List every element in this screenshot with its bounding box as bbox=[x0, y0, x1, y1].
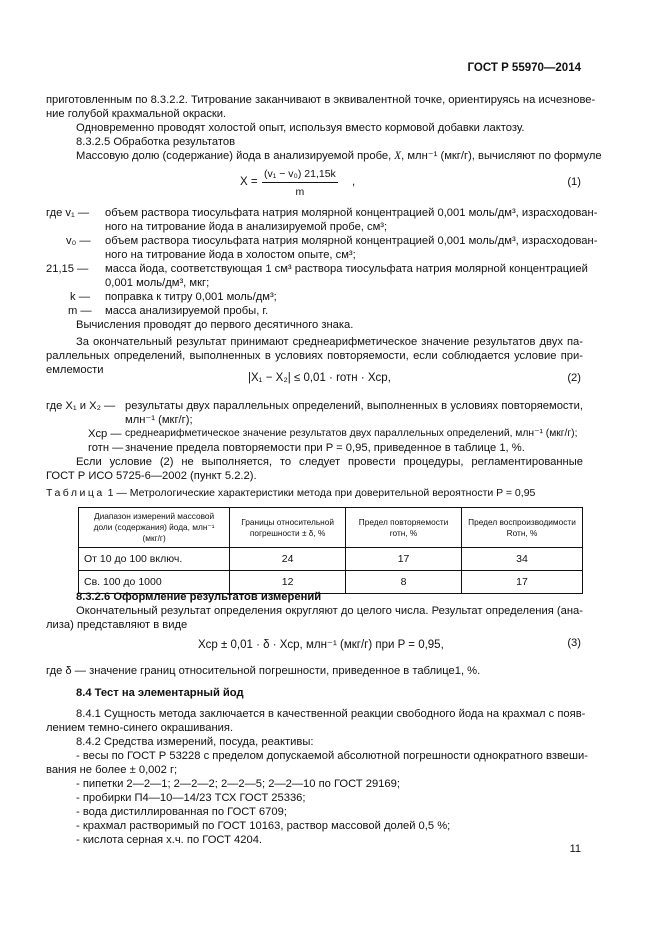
paragraph-line: Вычисления проводят до первого десятичного знака. bbox=[76, 319, 354, 331]
legend-symbol: m — bbox=[68, 305, 92, 317]
formula-fraction bbox=[262, 168, 338, 198]
paragraph-line: раллельных определений, выполненных в условиях повторяемости, если соблюдается условие при- bbox=[46, 350, 583, 362]
legend-symbol: где X₁ и X₂ — bbox=[46, 400, 116, 412]
legend-text: объем раствора тиосульфата натрия молярной концентрацией 0,001 моль/дм³, израсходован- bbox=[105, 235, 598, 247]
paragraph-line: Окончательный результат определения округляют до целого числа. Результат определения (ана- bbox=[76, 605, 583, 617]
formula-number: (1) bbox=[567, 176, 581, 188]
formula-2: |X₁ − X₂| ≤ 0,01 · rотн · Xср, bbox=[248, 372, 391, 384]
list-item: - крахмал растворимый по ГОСТ 10163, раствор массовой долей 0,5 %; bbox=[76, 820, 451, 832]
table-cell: 17 bbox=[462, 571, 583, 594]
list-item: - пипетки 2—2—1; 2—2—2; 2—2—5; 2—2—10 по ГОСТ 29169; bbox=[76, 778, 400, 790]
legend-symbol: v₀ — bbox=[66, 235, 91, 247]
table-header-cell: Предел воспроизводимости Rотн, % bbox=[462, 508, 583, 548]
paragraph-line: Массовую долю (содержание) йода в анализируемой пробе, X, млн⁻¹ (мкг/г), вычисляют по формуле bbox=[76, 150, 602, 162]
paragraph-line: ние голубой крахмальной окраски. bbox=[46, 108, 227, 120]
section-heading: 8.4 Тест на элементарный йод bbox=[76, 687, 244, 699]
list-item: вания не более ± 0,002 г; bbox=[46, 764, 178, 776]
page-number: 11 bbox=[569, 843, 581, 855]
formula-numerator: (v₁ − v₀) 21,15k bbox=[262, 168, 338, 183]
legend-text: ного на титрование йода в холостом опыте, см³; bbox=[105, 249, 356, 261]
paragraph-line: Если условие (2) не выполняется, то следует провести процедуры, регламентированные bbox=[76, 456, 583, 468]
section-heading: 8.3.2.6 Оформление результатов измерений bbox=[76, 591, 322, 603]
legend-text: значение предела повторяемости при P = 0,95, приведенное в таблице 1, %. bbox=[125, 442, 525, 454]
formula-number: (3) bbox=[567, 637, 581, 649]
legend-text: масса йода, соответствующая 1 см³ раствора тиосульфата натрия молярной концентрацией bbox=[105, 263, 588, 275]
table-caption: Таблица 1 — Метрологические характеристики метода при доверительной вероятности P = 0,95 bbox=[46, 487, 536, 499]
legend-text: результаты двух параллельных определений, выполненных в условиях повторяемости, bbox=[125, 400, 583, 412]
formula-denominator: m bbox=[295, 186, 305, 198]
table-cell: 24 bbox=[230, 548, 346, 571]
legend-symbol: k — bbox=[70, 291, 90, 303]
standard-code: ГОСТ Р 55970—2014 bbox=[467, 62, 581, 74]
legend-text: объем раствора тиосульфата натрия молярной концентрацией 0,001 моль/дм³, израсходован- bbox=[105, 207, 598, 219]
table-cell: Св. 100 до 1000 bbox=[79, 571, 230, 594]
formula-tail: , bbox=[352, 176, 356, 188]
list-item: - кислота серная х.ч. по ГОСТ 4204. bbox=[76, 834, 263, 846]
legend-text: где δ — значение границ относительной погрешности, приведенное в таблице1, %. bbox=[46, 665, 481, 677]
table-cell: 17 bbox=[346, 548, 462, 571]
list-item: - пробирки П4—10—14/23 ТСХ ГОСТ 25336; bbox=[76, 792, 306, 804]
paragraph-line: лиза) представляют в виде bbox=[46, 619, 188, 631]
table-header-cell: Предел повторяемости rотн, % bbox=[346, 508, 462, 548]
table-cell: От 10 до 100 включ. bbox=[79, 548, 230, 571]
paragraph-line: Одновременно проводят холостой опыт, используя вместо кормовой добавки лактозу. bbox=[76, 122, 525, 134]
formula-3: Xср ± 0,01 · δ · Xср, млн⁻¹ (мкг/г) при P = 0,95, bbox=[198, 639, 444, 651]
paragraph-line: За окончательный результат принимают среднеарифметическое значение результатов двух па- bbox=[76, 336, 583, 348]
table-header-cell: Диапазон измерений массовой доли (содержания) йода, млн⁻¹ (мкг/г) bbox=[79, 508, 230, 548]
subsection-heading: 8.3.2.5 Обработка результатов bbox=[76, 136, 236, 148]
table-row bbox=[79, 548, 583, 571]
paragraph-line: 8.4.2 Средства измерений, посуда, реактивы: bbox=[76, 736, 314, 748]
table-cell: 12 bbox=[230, 571, 346, 594]
legend-text: среднеарифметическое значение результатов двух параллельных определений, млн⁻¹ (мкг/г); bbox=[125, 428, 578, 439]
legend-text: млн⁻¹ (мкг/г); bbox=[125, 414, 193, 426]
paragraph-line: 8.4.1 Сущность метода заключается в качественной реакции свободного йода на крахмал с появ- bbox=[76, 708, 586, 720]
paragraph-line: емлемости bbox=[46, 364, 104, 376]
list-item: - вода дистиллированная по ГОСТ 6709; bbox=[76, 806, 287, 818]
legend-text: масса анализируемой пробы, г. bbox=[105, 305, 269, 317]
table-header-row bbox=[79, 508, 583, 548]
formula-lhs: X = bbox=[240, 176, 258, 188]
table-header-cell: Границы относительной погрешности ± δ, % bbox=[230, 508, 346, 548]
paragraph-line: лением темно-синего окрашивания. bbox=[46, 722, 234, 734]
list-item: - весы по ГОСТ Р 53228 с пределом допускаемой абсолютной погрешности однократного взвеши- bbox=[76, 750, 588, 762]
table-cell: 34 bbox=[462, 548, 583, 571]
legend-text: поправка к титру 0,001 моль/дм³; bbox=[105, 291, 277, 303]
legend-symbol: Xср — bbox=[88, 428, 122, 440]
formula-number: (2) bbox=[567, 372, 581, 384]
table-cell: 8 bbox=[346, 571, 462, 594]
legend-text: ного на титрование йода в анализируемой пробе, см³; bbox=[105, 221, 388, 233]
paragraph-line: ГОСТ Р ИСО 5725-6—2002 (пункт 5.2.2). bbox=[46, 470, 257, 482]
legend-symbol: 21,15 — bbox=[46, 263, 89, 275]
paragraph-line: приготовленным по 8.3.2.2. Титрование заканчивают в эквивалентной точке, ориентируясь на исчезнове- bbox=[46, 94, 596, 106]
legend-symbol: rотн — bbox=[88, 442, 124, 454]
legend-text: 0,001 моль/дм³, мкг; bbox=[105, 277, 210, 289]
legend-symbol: где v₁ — bbox=[46, 207, 90, 219]
metrology-table bbox=[78, 507, 583, 594]
